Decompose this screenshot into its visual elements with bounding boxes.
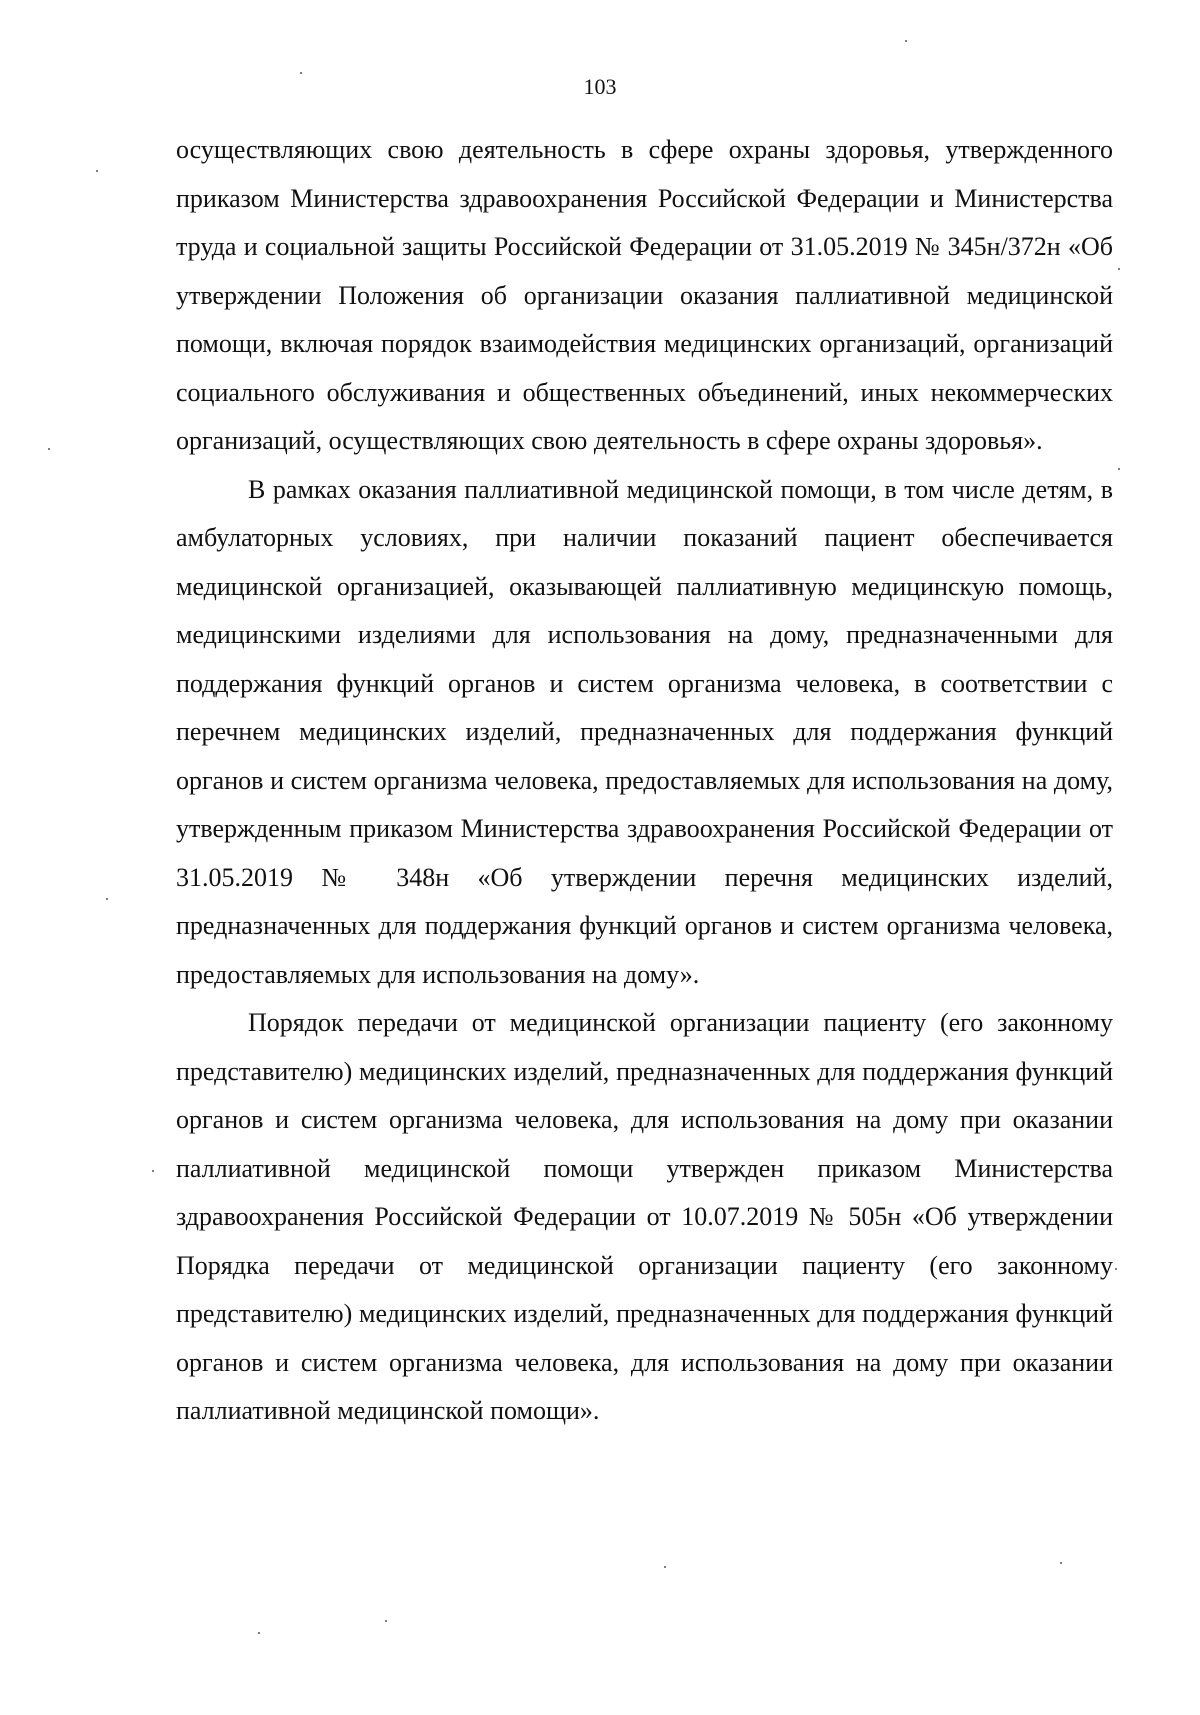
scan-speck [152,1170,154,1172]
scan-speck [1115,1268,1117,1270]
scan-speck [1118,468,1120,470]
scan-speck [905,40,907,42]
scan-speck [300,72,302,74]
scan-speck [106,898,108,900]
scan-speck [664,1566,666,1568]
paragraph-2: В рамках оказания паллиативной медицинской помощи, в том числе детям, в амбулаторных условиях, при наличии показаний пациент обеспечивается медицинской организацией, оказывающей паллиативную медицинскую помощь, медицинскими изделиями для использования на дому, предназначенными для поддержания функций органов и систем организма человека, в соответствии с перечнем медицинских изделий, предназначенных для поддержания функций органов и систем организма человека, предоставляемых для использования на дому, утвержденным приказом Министерства здравоохранения Российской Федерации от 31.05.2019 № 348н «Об утверждении перечня медицинских изделий, предназначенных для поддержания функций органов и систем организма человека, предоставляемых для использования на дому». [176,474,1113,989]
scan-speck [258,1632,260,1634]
page-number: 103 [583,74,617,99]
paragraph-3: Порядок передачи от медицинской организации пациенту (его законному представителю) медицинских изделий, предназначенных для поддержания функций органов и систем организма человека, для использования на дому при оказании паллиативной медицинской помощи утвержден приказом Министерства здравоохранения Российской Федерации от 10.07.2019 № 505н «Об утверждении Порядка передачи от медицинской организации пациенту (его законному представителю) медицинских изделий, предназначенных для поддержания функций органов и систем организма человека, для использования на дому при оказании паллиативной медицинской помощи». [176,1008,1113,1425]
scan-speck [96,170,98,172]
scan-speck [1118,268,1120,270]
scan-speck [1060,1562,1062,1564]
scan-speck [48,448,50,450]
paragraph-1: осуществляющих свою деятельность в сфере охраны здоровья, утвержденного приказом Министерства здравоохранения Российской Федерации и Министерства труда и социальной защиты Российской Федерации от 31.05.2019 № 345н/372н «Об утверждении Положения об организации оказания паллиативной медицинской помощи, включая порядок взаимодействия медицинских организаций, организаций социального обслуживания и общественных объединений, иных некоммерческих организаций, осуществляющих свою деятельность в сфере охраны здоровья». [176,135,1113,455]
document-body [176,126,1113,1436]
scan-speck [385,1620,387,1622]
